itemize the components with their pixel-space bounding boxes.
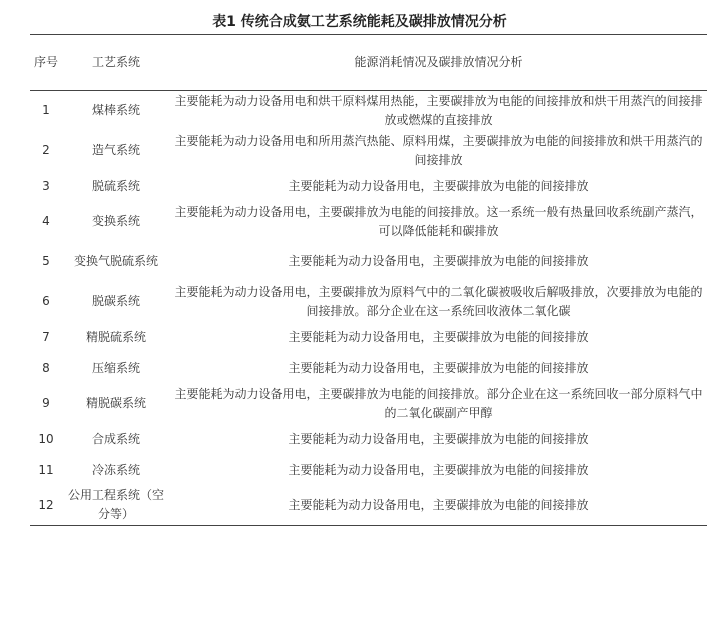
row-analysis: 主要能耗为动力设备用电，主要碳排放为电能的间接排放。这一系统一般有热量回收系统副产蒸汽，可以降低能耗和碳排放 bbox=[174, 204, 703, 238]
row-no: 3 bbox=[42, 178, 50, 193]
header-system: 工艺系统 bbox=[91, 55, 140, 69]
row-system: 合成系统 bbox=[91, 431, 140, 446]
row-no: 9 bbox=[42, 396, 50, 410]
row-system: 脱碳系统 bbox=[91, 294, 140, 308]
row-system: 脱硫系统 bbox=[91, 178, 140, 193]
row-analysis: 主要能耗为动力设备用电，主要碳排放为电能的间接排放 bbox=[288, 178, 589, 193]
row-no: 2 bbox=[42, 143, 50, 157]
row-no: 1 bbox=[42, 103, 50, 118]
row-no: 5 bbox=[42, 254, 50, 268]
row-analysis: 主要能耗为动力设备用电，主要碳排放为电能的间接排放 bbox=[288, 431, 589, 446]
table-row bbox=[30, 282, 707, 322]
row-system: 压缩系统 bbox=[91, 360, 140, 375]
row-analysis: 主要能耗为动力设备用电，主要碳排放为电能的间接排放 bbox=[288, 329, 589, 344]
row-system: 精脱碳系统 bbox=[85, 396, 146, 410]
table-row bbox=[30, 384, 707, 424]
row-analysis: 主要能耗为动力设备用电和烘干原料煤用热能，主要碳排放为电能的间接排放和烘干用蒸汽的间接排放或燃煤的直接排放 bbox=[174, 93, 703, 127]
table-row bbox=[30, 322, 707, 353]
row-analysis: 主要能耗为动力设备用电，主要碳排放为电能的间接排放 bbox=[288, 254, 589, 268]
row-system: 变换气脱硫系统 bbox=[73, 254, 158, 268]
row-analysis: 主要能耗为动力设备用电，主要碳排放为电能的间接排放。部分企业在这一系统回收一部分原料气中的二氧化碳副产甲醇 bbox=[174, 386, 703, 420]
table-row bbox=[30, 424, 707, 455]
row-analysis: 主要能耗为动力设备用电和所用蒸汽热能、原料用煤，主要碳排放为电能的间接排放和烘干用蒸汽的间接排放 bbox=[174, 133, 703, 167]
row-system: 造气系统 bbox=[91, 143, 140, 157]
row-analysis: 主要能耗为动力设备用电，主要碳排放为电能的间接排放 bbox=[288, 462, 589, 477]
row-system: 冷冻系统 bbox=[91, 462, 140, 477]
row-system: 公用工程系统（空分等） bbox=[67, 488, 164, 522]
row-no: 6 bbox=[42, 294, 50, 308]
row-analysis: 主要能耗为动力设备用电，主要碳排放为电能的间接排放 bbox=[288, 497, 589, 512]
row-no: 12 bbox=[38, 497, 54, 512]
table-title: 表1 传统合成氨工艺系统能耗及碳排放情况分析 bbox=[212, 14, 507, 30]
table-row bbox=[30, 171, 707, 202]
table-row bbox=[30, 91, 707, 131]
row-system: 变换系统 bbox=[91, 214, 140, 228]
row-analysis: 主要能耗为动力设备用电，主要碳排放为电能的间接排放 bbox=[288, 360, 589, 375]
header-analysis: 能源消耗情况及碳排放情况分析 bbox=[354, 55, 523, 69]
row-no: 10 bbox=[38, 431, 54, 446]
row-no: 11 bbox=[38, 462, 54, 477]
row-analysis: 主要能耗为动力设备用电，主要碳排放为原料气中的二氧化碳被吸收后解吸排放，次要排放为电能的间接排放。部分企业在这一系统回收液体二氧化碳 bbox=[174, 284, 703, 318]
row-no: 8 bbox=[42, 360, 50, 375]
row-system: 精脱硫系统 bbox=[85, 329, 146, 344]
row-no: 4 bbox=[42, 214, 50, 228]
row-no: 7 bbox=[42, 329, 50, 344]
header-no: 序号 bbox=[34, 55, 59, 69]
energy-carbon-table bbox=[30, 34, 707, 526]
table-header-row bbox=[30, 35, 707, 91]
table-row bbox=[30, 486, 707, 526]
table-row bbox=[30, 131, 707, 171]
table-row bbox=[30, 202, 707, 242]
table-row bbox=[30, 455, 707, 486]
row-system: 煤棒系统 bbox=[91, 103, 140, 118]
table-row bbox=[30, 242, 707, 282]
table-row bbox=[30, 353, 707, 384]
